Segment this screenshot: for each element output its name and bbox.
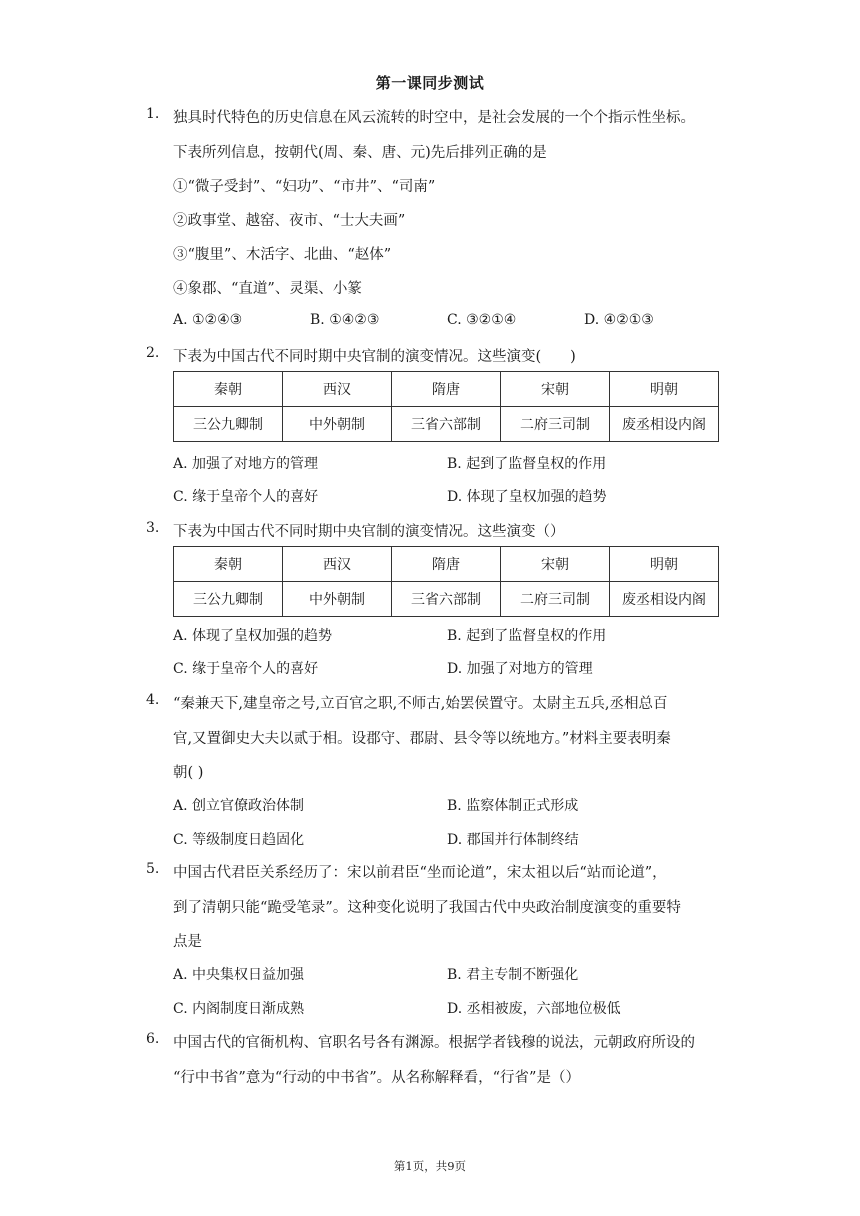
table-cell: 二府三司制 [501,407,610,442]
option-a[interactable]: A. ①②④③ [173,312,243,328]
option-c[interactable]: C. 等级制度日趋固化 [173,832,305,848]
option-b[interactable]: B. 监察体制正式形成 [447,798,579,814]
question-number: 2. [146,345,160,361]
question-text-line: 下表为中国古代不同时期中央官制的演变情况。这些演变( ) [173,349,576,365]
question-text-line: “行中书省”意为“行动的中书省”。从名称解释看，“行省”是（） [173,1070,580,1086]
page-title: 第一课同步测试 [375,74,485,92]
table-cell: 中外朝制 [283,407,392,442]
table-cell: 三省六部制 [392,582,501,617]
question-text-line: 官,又置御史大夫以贰于相。设郡守、郡尉、县令等以统地方。”材料主要表明秦 [173,731,671,747]
option-c[interactable]: C. ③②①④ [447,312,517,328]
option-d[interactable]: D. 体现了皇权加强的趋势 [447,489,607,505]
option-a[interactable]: A. 体现了皇权加强的趋势 [173,628,333,644]
table-cell: 隋唐 [392,547,501,582]
table-cell: 三公九卿制 [174,407,283,442]
table-cell: 三省六部制 [392,407,501,442]
table-row [174,372,719,407]
statement-item: ③“腹里”、木活字、北曲、“赵体” [173,247,392,263]
officialdom-table [173,546,719,617]
table-cell: 隋唐 [392,372,501,407]
option-d[interactable]: D. 加强了对地方的管理 [447,661,593,677]
table-cell: 明朝 [610,372,719,407]
option-d[interactable]: D. 丞相被废，六部地位极低 [447,1001,621,1017]
question-number: 4. [146,692,160,708]
option-a[interactable]: A. 中央集权日益加强 [173,967,305,983]
table-cell: 宋朝 [501,547,610,582]
question-number: 3. [146,520,160,536]
option-a[interactable]: A. 加强了对地方的管理 [173,456,319,472]
option-b[interactable]: B. 君主专制不断强化 [447,967,579,983]
question-text-line: “秦兼天下,建皇帝之号,立百官之职,不师古,始罢侯置守。太尉主五兵,丞相总百 [173,696,668,712]
option-b[interactable]: B. 起到了监督皇权的作用 [447,456,607,472]
option-c[interactable]: C. 缘于皇帝个人的喜好 [173,661,319,677]
officialdom-table [173,371,719,442]
statement-item: ①“微子受封”、“妇功”、“市井”、“司南” [173,179,436,195]
question-number: 5. [146,861,160,877]
table-row [174,407,719,442]
question-text-line: 点是 [173,934,202,950]
table-cell: 废丞相设内阁 [610,407,719,442]
table-cell: 宋朝 [501,372,610,407]
question-text-line: 独具时代特色的历史信息在风云流转的时空中，是社会发展的一个个指示性坐标。 [173,110,695,126]
question-number: 6. [146,1031,160,1047]
option-d[interactable]: D. 郡国并行体制终结 [447,832,579,848]
option-a[interactable]: A. 创立官僚政治体制 [173,798,305,814]
option-c[interactable]: C. 内阁制度日渐成熟 [173,1001,305,1017]
option-c[interactable]: C. 缘于皇帝个人的喜好 [173,489,319,505]
table-cell: 废丞相设内阁 [610,582,719,617]
question-text-line: 中国古代的官衙机构、官职名号各有渊源。根据学者钱穆的说法，元朝政府所设的 [173,1035,695,1051]
question-text-line: 下表为中国古代不同时期中央官制的演变情况。这些演变（） [173,524,565,540]
table-cell: 三公九卿制 [174,582,283,617]
statement-item: ②政事堂、越窑、夜市、“士大夫画” [173,213,406,229]
question-text-line: 下表所列信息，按朝代(周、秦、唐、元)先后排列正确的是 [173,145,547,161]
table-cell: 明朝 [610,547,719,582]
question-text-line: 朝( ) [173,765,204,781]
table-cell: 秦朝 [174,547,283,582]
table-cell: 二府三司制 [501,582,610,617]
table-cell: 西汉 [283,372,392,407]
option-d[interactable]: D. ④②①③ [584,312,654,328]
question-text-line: 中国古代君臣关系经历了：宋以前君臣“坐而论道”，宋太祖以后“站而论道”， [173,865,667,881]
table-row [174,547,719,582]
table-cell: 中外朝制 [283,582,392,617]
table-cell: 秦朝 [174,372,283,407]
page-footer: 第1页，共9页 [393,1159,467,1173]
option-b[interactable]: B. ①④②③ [310,312,380,328]
option-b[interactable]: B. 起到了监督皇权的作用 [447,628,607,644]
question-number: 1. [146,106,160,122]
table-cell: 西汉 [283,547,392,582]
question-text-line: 到了清朝只能“跪受笔录”。这种变化说明了我国古代中央政治制度演变的重要特 [173,900,681,916]
table-row [174,582,719,617]
statement-item: ④象郡、“直道”、灵渠、小篆 [173,281,362,297]
